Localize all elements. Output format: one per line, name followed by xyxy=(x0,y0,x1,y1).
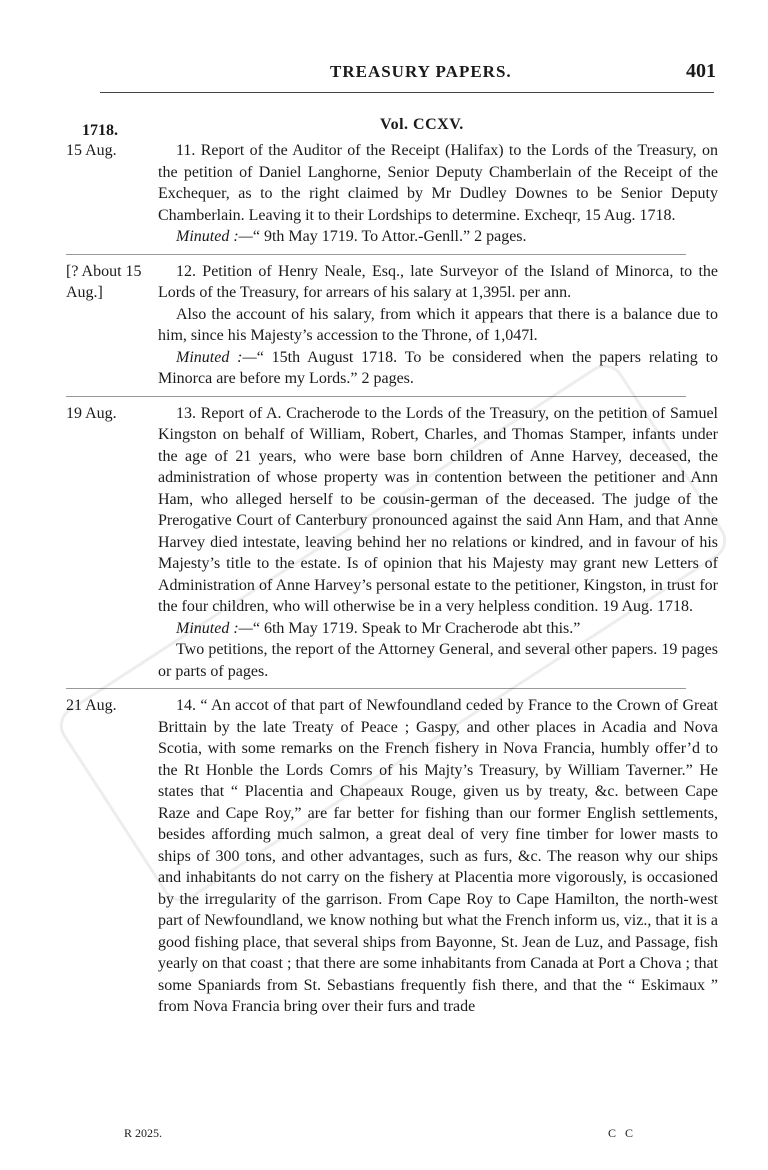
signature-mark: R 2025. xyxy=(124,1126,163,1140)
running-title: TREASURY PAPERS. xyxy=(330,62,512,81)
minute-text: “ 15th August 1718. To be considered when the papers relating to Minorca are before my Lords.” 2 pages. xyxy=(158,348,719,387)
entry-date: [? About 15 Aug.] xyxy=(66,262,142,301)
entry-body xyxy=(158,261,718,390)
minute-line xyxy=(158,347,718,390)
minute-label: Minuted :— xyxy=(176,619,253,637)
entry-paragraph: 13. Report of A. Cracherode to the Lords of the Treasury, on the petition of Samuel Kingston on behalf of William, Robert, Charles, and Thomas Stamper, infants under the age of 21 years, who were base born children of Anne Harvey, deceased, the administration of whose property was in contention between the petitioner and Ann Ham, who alleged herself to be cousin-german of the deceased. The judge of the Prerogative Court of Canterbury pronounced against the said Ann Ham, and that Anne Harvey died intestate, leaving behind her no relations or kindred, and in favour of his Majesty’s title to the estate. Is of opinion that his Majesty may grant new Letters of Administration of Anne Harvey’s personal estate to the petitioner, Kingston, in trust for the four children, who will otherwise be in a very helpless condition. 19 Aug. 1718. xyxy=(158,404,718,615)
entry-paragraph: 11. Report of the Auditor of the Receipt (Halifax) to the Lords of the Treasury, on the petition of Daniel Langhorne, Senior Deputy Chamberlain of the Receipt of the Exchequer, as to the right claimed by Mr Dudley Downes to be Senior Deputy Chamberlain. Leaving it to their Lordships to determine. Excheqr, 15 Aug. 1718. xyxy=(158,142,718,224)
minute-label: Minuted :— xyxy=(176,228,253,245)
entry-11 xyxy=(0,140,768,248)
entry-paragraph: 12. Petition of Henry Neale, Esq., late Surveyor of the Island of Minorca, to the Lords of the Treasury, for arrears of his salary at 1,395l. per ann. xyxy=(158,262,718,301)
page-number: 401 xyxy=(686,60,716,82)
minute-text: “ 6th May 1719. Speak to Mr Cracherode abt this.” xyxy=(252,619,581,637)
entry-12 xyxy=(0,261,768,390)
gathering-mark: C C xyxy=(608,1126,637,1140)
entry-date: 19 Aug. xyxy=(66,404,117,422)
entry-date: 21 Aug. xyxy=(66,697,117,714)
minute-line xyxy=(158,226,718,248)
entry-body xyxy=(158,140,718,248)
entry-separator xyxy=(66,254,686,255)
volume-heading: Vol. CCXV. xyxy=(380,116,464,133)
running-head xyxy=(0,62,768,86)
year-label: 1718. xyxy=(82,122,118,139)
entry-date: 15 Aug. xyxy=(66,142,117,159)
minute-label: Minuted :— xyxy=(176,348,257,366)
minute-text: “ 9th May 1719. To Attor.-Genll.” 2 pages. xyxy=(252,228,527,245)
entry-paragraph: Also the account of his salary, from which it appears that there is a balance due to him, since his Majesty’s accession to the Throne, of 1,047l. xyxy=(158,305,718,344)
header-rule xyxy=(100,92,714,93)
entry-paragraph: Two petitions, the report of the Attorney General, and several other papers. 19 pages or parts of pages. xyxy=(158,641,718,680)
entry-paragraph: 14. “ An accot of that part of Newfoundland ceded by France to the Crown of Great Brittain by the late Treaty of Peace ; Gaspy, and other places in Acadia and Nova Scotia, with some remarks on the French fishery in Nova Francia, humbly offer’d to the Rt Honble the Lords Comrs of his Majty’s Treasury, by William Taverner.” He states that “ Placentia and Chapeaux Rouge, given us by treaty, &c. between Cape Raze and Cape Roy,” are far better for fishing than our former English settlements, besides affording much salmon, a great deal of very fine timber for lower masts to ships of 300 tons, and other advantages, such as furs, &c. The reason why our ships and inhabitants do not carry on the fishery at Placentia more vigorously, is occasioned by the irregularity of the garrison. From Cape Roy to Cape Hamilton, the north-west part of Newfoundland, we know nothing but what the French inform us, viz., that it is a good fishing place, that several ships from Bayonne, St. Jean de Luz, and Passage, fish yearly on that coast ; that there are some inhabitants from Canada at Port a Chova ; that some Spaniards from St. Sebastians frequently fish there, and that the “ Eskimaux ” from Nova Francia bring over their furs and trade xyxy=(158,697,718,1015)
